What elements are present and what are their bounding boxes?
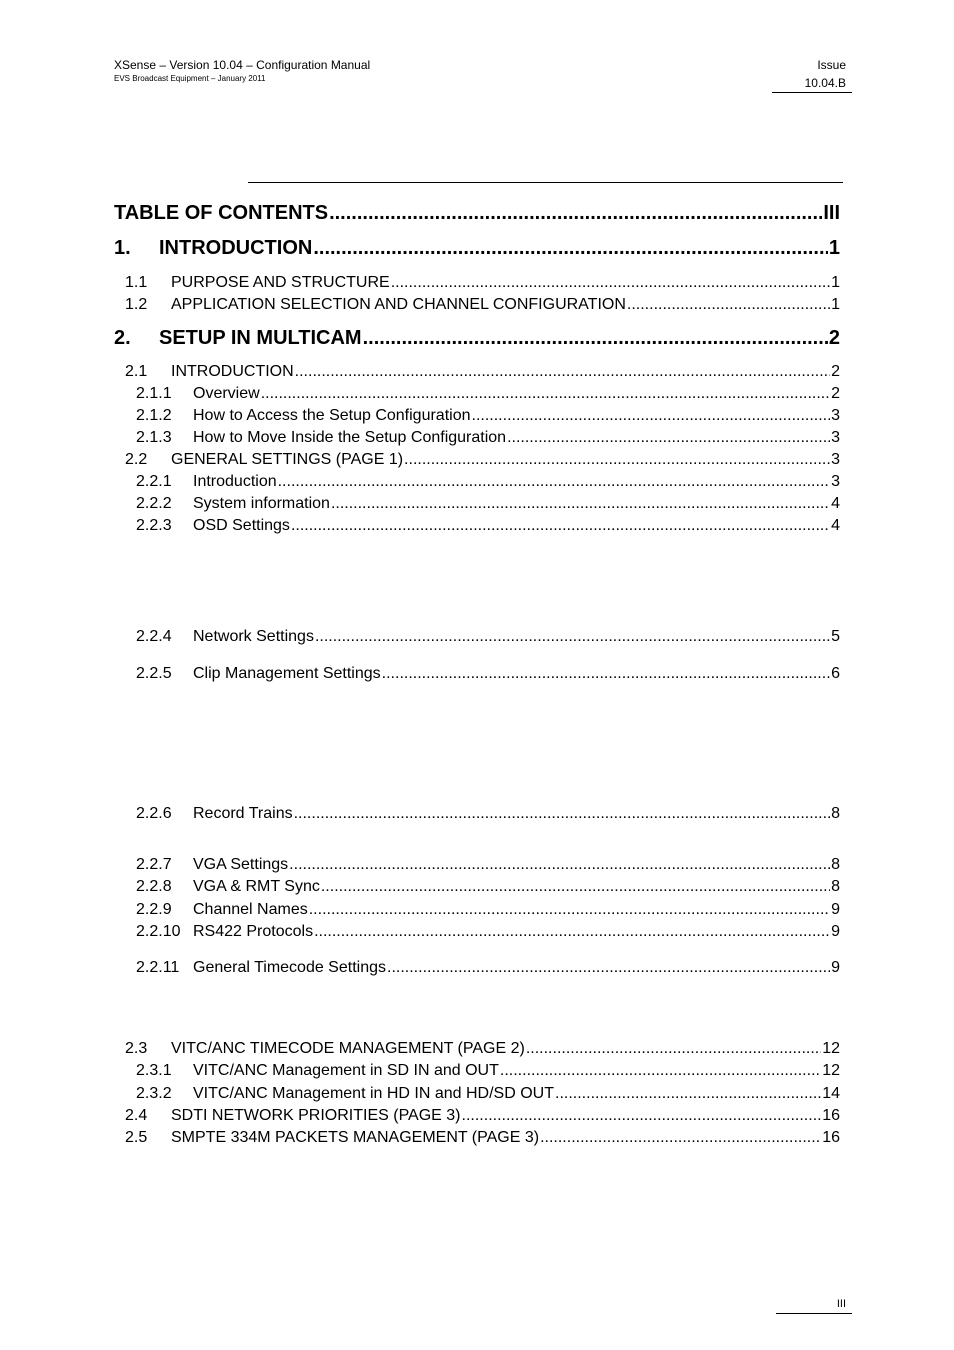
- toc-entry-number: 2.1.2: [136, 407, 172, 424]
- toc-entry-number: 2.2: [125, 451, 148, 468]
- toc-entry-page: 1: [828, 237, 840, 259]
- toc-entry-number: 2.2.1: [136, 473, 172, 490]
- toc-entry-text: How to Move Inside the Setup Configuration: [193, 429, 507, 446]
- toc-entry-page: 1: [831, 296, 840, 313]
- header-title: XSense – Version 10.04 – Configuration Manual: [114, 58, 371, 72]
- toc-leader: [382, 665, 830, 683]
- toc-entry-page: III: [823, 202, 840, 224]
- toc-entry[interactable]: [136, 517, 840, 535]
- toc-entry[interactable]: [125, 1040, 840, 1058]
- toc-entry[interactable]: [114, 237, 840, 260]
- toc-entry-page: 4: [831, 517, 840, 534]
- toc-leader: [329, 202, 822, 225]
- header-issue-number: 10.04.B: [804, 76, 846, 90]
- toc-entry-number: 2.5: [125, 1129, 148, 1146]
- toc-leader: [627, 296, 830, 314]
- toc-entry[interactable]: [136, 923, 840, 941]
- toc-entry-number: 2.2.6: [136, 805, 172, 822]
- toc-entry[interactable]: [136, 1085, 840, 1103]
- toc-entry-number: 2.3: [125, 1040, 148, 1057]
- toc-entry-page: 8: [831, 805, 840, 822]
- toc-entry-text: How to Access the Setup Configuration: [193, 407, 471, 424]
- toc-leader: [321, 878, 830, 896]
- toc-entry-number: 2.2.4: [136, 628, 172, 645]
- header-divider: [772, 92, 852, 93]
- toc-leader: [404, 451, 830, 469]
- toc-entry-text: System information: [193, 495, 330, 512]
- toc-entry[interactable]: [136, 901, 840, 919]
- toc-leader: [472, 407, 831, 425]
- toc-entry-text: VITC/ANC Management in HD IN and HD/SD OUT: [193, 1085, 554, 1102]
- toc-entry-text: VGA & RMT Sync: [193, 878, 320, 895]
- toc-leader: [363, 327, 828, 350]
- toc-entry[interactable]: [136, 407, 840, 425]
- toc-entry[interactable]: [136, 1062, 840, 1080]
- toc-entry[interactable]: [136, 665, 840, 683]
- toc-entry[interactable]: [125, 274, 840, 292]
- toc-leader: [309, 901, 830, 919]
- toc-entry[interactable]: [125, 296, 840, 314]
- toc-entry-number: 1.: [114, 237, 131, 259]
- toc-entry-text: Overview: [193, 385, 260, 402]
- toc-entry-page: 3: [831, 407, 840, 424]
- toc-entry-page: 8: [831, 878, 840, 895]
- toc-entry-text: INTRODUCTION: [171, 363, 294, 380]
- toc-entry-page: 2: [831, 363, 840, 380]
- toc-entry[interactable]: [125, 1107, 840, 1125]
- toc-entry-number: 2.: [114, 327, 131, 349]
- toc-entry-page: 1: [831, 274, 840, 291]
- toc-entry-number: 2.2.11: [136, 959, 180, 976]
- toc-entry-page: 9: [831, 959, 840, 976]
- toc-leader: [462, 1107, 822, 1125]
- toc-entry[interactable]: [114, 202, 840, 225]
- toc-entry-page: 12: [822, 1062, 840, 1079]
- toc-entry-page: 12: [822, 1040, 840, 1057]
- toc-entry[interactable]: [136, 959, 840, 977]
- toc-entry-number: 2.3.1: [136, 1062, 172, 1079]
- toc-leader: [289, 856, 830, 874]
- toc-entry-number: 2.2.5: [136, 665, 172, 682]
- toc-leader: [261, 385, 830, 403]
- toc-entry-page: 8: [831, 856, 840, 873]
- toc-leader: [315, 628, 830, 646]
- toc-entry-page: 4: [831, 495, 840, 512]
- toc-entry[interactable]: [136, 878, 840, 896]
- toc-entry-page: 3: [831, 429, 840, 446]
- toc-leader: [540, 1129, 821, 1147]
- toc-entry[interactable]: [125, 363, 840, 381]
- toc-entry-number: 2.2.7: [136, 856, 172, 873]
- toc-entry-number: 2.2.10: [136, 923, 181, 940]
- header-subtitle: EVS Broadcast Equipment – January 2011: [114, 74, 266, 83]
- toc-entry-text: OSD Settings: [193, 517, 290, 534]
- toc-entry[interactable]: [136, 628, 840, 646]
- header-issue-label: Issue: [817, 58, 846, 72]
- toc-entry-page: 2: [828, 327, 840, 349]
- toc-leader: [291, 517, 830, 535]
- toc-entry-text: RS422 Protocols: [193, 923, 314, 940]
- toc-entry-page: 3: [831, 473, 840, 490]
- toc-entry-text: SMPTE 334M PACKETS MANAGEMENT (PAGE 3): [171, 1129, 540, 1146]
- toc-leader: [500, 1062, 821, 1080]
- toc-leader: [555, 1085, 821, 1103]
- toc-entry[interactable]: [136, 495, 840, 513]
- toc-entry-text: Clip Management Settings: [193, 665, 381, 682]
- toc-entry[interactable]: [136, 385, 840, 403]
- toc-entry-number: 1.2: [125, 296, 148, 313]
- toc-entry-text: Channel Names: [193, 901, 308, 918]
- toc-leader: [387, 959, 830, 977]
- toc-leader: [526, 1040, 821, 1058]
- toc-entry-number: 2.3.2: [136, 1085, 172, 1102]
- toc-entry-text: GENERAL SETTINGS (PAGE 1): [171, 451, 404, 468]
- toc-entry-page: 6: [831, 665, 840, 682]
- toc-entry-text: VGA Settings: [193, 856, 289, 873]
- toc-entry-text: SETUP IN MULTICAM: [159, 327, 362, 349]
- toc-leader: [278, 473, 830, 491]
- toc-entry-page: 3: [831, 451, 840, 468]
- toc-leader: [295, 363, 830, 381]
- toc-entry-text: VITC/ANC TIMECODE MANAGEMENT (PAGE 2): [171, 1040, 525, 1057]
- toc-entry[interactable]: [114, 327, 840, 350]
- toc-entry-number: 1.1: [125, 274, 148, 291]
- toc-entry-text: PURPOSE AND STRUCTURE: [171, 274, 390, 291]
- toc-entry-page: 2: [831, 385, 840, 402]
- toc-entry-text: Introduction: [193, 473, 277, 490]
- toc-entry-page: 16: [822, 1107, 840, 1124]
- toc-entry-text: INTRODUCTION: [159, 237, 313, 259]
- toc-entry-page: 16: [822, 1129, 840, 1146]
- toc-entry-number: 2.2.3: [136, 517, 172, 534]
- toc-entry[interactable]: [136, 473, 840, 491]
- toc-entry-number: 2.2.9: [136, 901, 172, 918]
- footer-divider: [776, 1313, 852, 1314]
- toc-entry-number: 2.1: [125, 363, 148, 380]
- toc-entry[interactable]: [125, 1129, 840, 1147]
- toc-entry-page: 5: [831, 628, 840, 645]
- toc-entry[interactable]: [125, 451, 840, 469]
- toc-entry-text: Record Trains: [193, 805, 293, 822]
- toc-leader: [331, 495, 830, 513]
- toc-entry-number: 2.2.2: [136, 495, 172, 512]
- toc-entry-text: VITC/ANC Management in SD IN and OUT: [193, 1062, 499, 1079]
- toc-top-rule: [248, 182, 843, 183]
- toc-leader: [294, 805, 831, 823]
- toc-entry-text: APPLICATION SELECTION AND CHANNEL CONFIGURATION: [171, 296, 626, 313]
- toc-entry-number: 2.4: [125, 1107, 148, 1124]
- toc-entry-number: 2.1.1: [136, 385, 172, 402]
- toc-entry-page: 9: [831, 901, 840, 918]
- toc-entry-number: 2.1.3: [136, 429, 172, 446]
- toc-leader: [313, 237, 828, 260]
- toc-leader: [391, 274, 830, 292]
- toc-leader: [507, 429, 830, 447]
- toc-entry[interactable]: [136, 429, 840, 447]
- toc-leader: [314, 923, 830, 941]
- toc-entry-text: TABLE OF CONTENTS: [114, 202, 329, 224]
- toc-entry-text: SDTI NETWORK PRIORITIES (PAGE 3): [171, 1107, 461, 1124]
- footer-page-number: III: [836, 1298, 846, 1310]
- toc-entry-text: General Timecode Settings: [193, 959, 386, 976]
- toc-entry-page: 14: [822, 1085, 840, 1102]
- toc-entry-page: 9: [831, 923, 840, 940]
- toc-entry[interactable]: [136, 805, 840, 823]
- toc-entry[interactable]: [136, 856, 840, 874]
- toc-entry-text: Network Settings: [193, 628, 314, 645]
- toc-entry-number: 2.2.8: [136, 878, 172, 895]
